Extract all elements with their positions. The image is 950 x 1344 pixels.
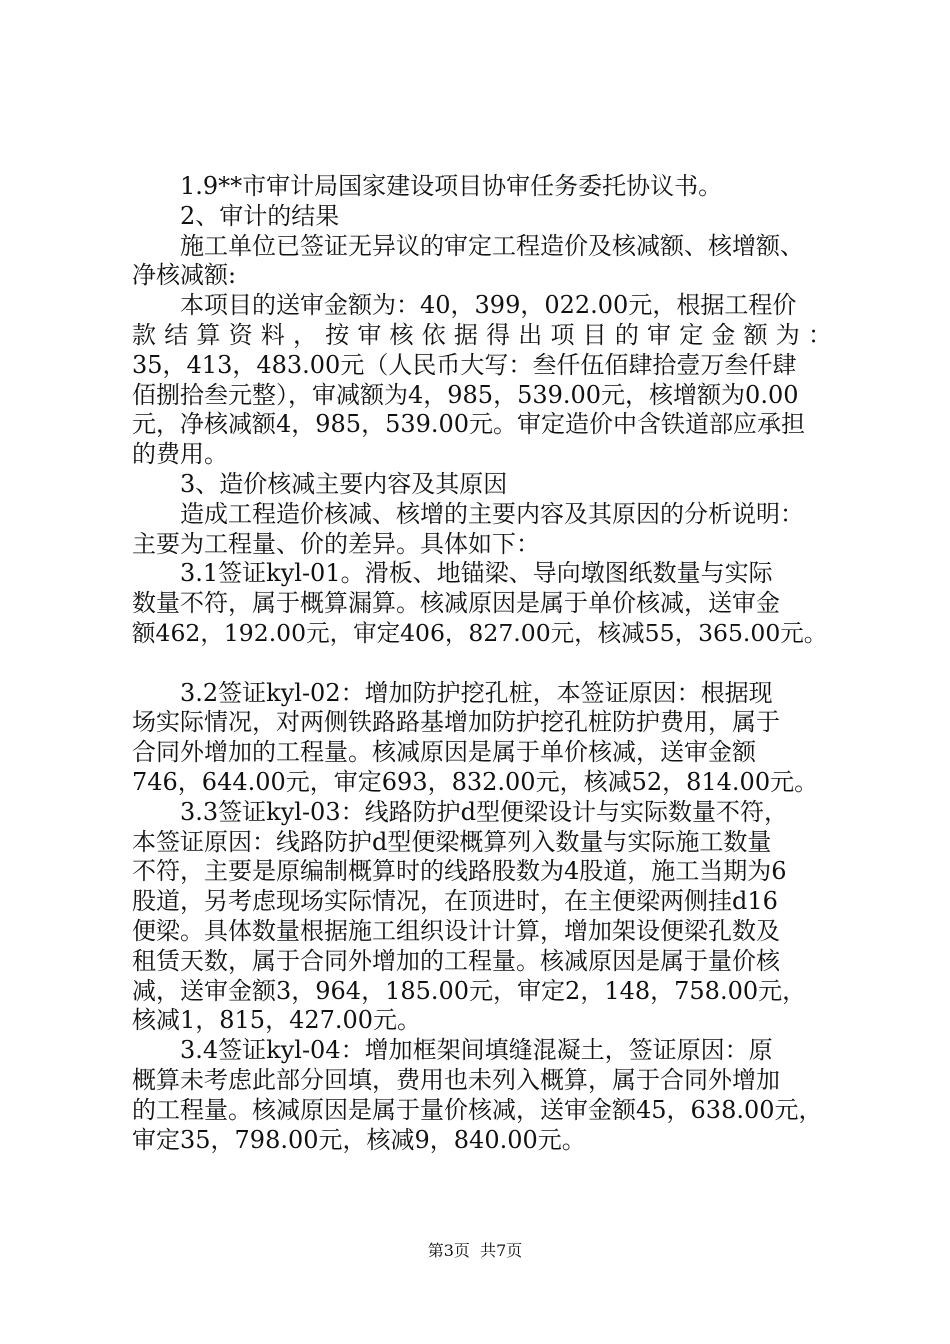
text-line: 本项目的送审金额为：40，399，022.00元，根据工程价 (132, 291, 797, 320)
text-line: 施工单位已签证无异议的审定工程造价及核减额、核增额、 (132, 231, 804, 260)
text-line: 租赁天数，属于合同外增加的工程量。核减原因是属于量价核 (132, 946, 780, 975)
text-line: 款结算资料，按审核依据得出项目的审定金额为： (132, 320, 832, 349)
text-line: 主要为工程量、价的差异。具体如下： (132, 529, 540, 558)
text-line: 减，送审金额3，964，185.00元，审定2，148，758.00元， (132, 976, 807, 1005)
text-line: 合同外增加的工程量。核减原因是属于单价核减，送审金额 (132, 738, 756, 767)
text-line: 1.9**市审计局国家建设项目协审任务委托协议书。 (132, 172, 723, 200)
text-line: 便梁。具体数量根据施工组织设计计算，增加架设便梁孔数及 (132, 916, 780, 945)
text-line: 2、审计的结果 (132, 201, 340, 230)
text-line: 3.4签证kyl-04：增加框架间填缝混凝土，签证原因：原 (132, 1036, 773, 1065)
text-line: 审定35，798.00元，核减9，840.00元。 (132, 1125, 586, 1154)
text-line: 股道，另考虑现场实际情况，在顶进时，在主便梁两侧挂d16 (132, 887, 778, 916)
text-line: 概算未考虑此部分回填，费用也未列入概算，属于合同外增加 (132, 1065, 780, 1094)
text-line: 佰捌拾叁元整），审减额为4，985，539.00元，核增额为0.00 (132, 380, 799, 409)
page-footer: 第3页 共7页 (427, 1241, 523, 1260)
text-line: 不符，主要是原编制概算时的线路股数为4股道，施工当期为6 (132, 857, 787, 886)
text-line: 核减1，815，427.00元。 (132, 1006, 422, 1035)
text-line: 的费用。 (132, 440, 228, 469)
text-line: 3.1签证kyl-01。滑板、地锚梁、导向墩图纸数量与实际 (132, 559, 773, 588)
text-line: 3、造价核减主要内容及其原因 (132, 469, 508, 498)
text-line: 的工程量。核减原因是属于量价核减，送审金额45，638.00元， (132, 1095, 823, 1124)
text-line: 数量不符，属于概算漏算。核减原因是属于单价核减，送审金 (132, 589, 780, 618)
text-line: 净核减额: (132, 261, 237, 290)
text-line: 场实际情况，对两侧铁路路基增加防护挖孔桩防护费用，属于 (132, 708, 780, 737)
document-body (132, 172, 832, 1155)
text-line: 造成工程造价核减、核增的主要内容及其原因的分析说明： (132, 499, 804, 528)
text-line: 本签证原因：线路防护d型便梁概算列入数量与实际施工数量 (132, 827, 772, 856)
text-line: 35，413，483.00元（人民币大写：叁仟伍佰肆拾壹万叁仟肆 (132, 350, 797, 379)
text-line: 746，644.00元，审定693，832.00元，核减52，814.00元。 (132, 767, 819, 796)
text-line: 3.2签证kyl-02：增加防护挖孔桩，本签证原因：根据现 (132, 678, 773, 707)
text-line: 元，净核减额4，985，539.00元。审定造价中含铁道部应承担 (132, 410, 806, 439)
paragraph-gap (132, 649, 832, 679)
text-line: 3.3签证kyl-03：线路防护d型便梁设计与实际数量不符， (132, 797, 788, 826)
text-line: 额462，192.00元，审定406，827.00元，核减55，365.00元。 (132, 618, 828, 647)
